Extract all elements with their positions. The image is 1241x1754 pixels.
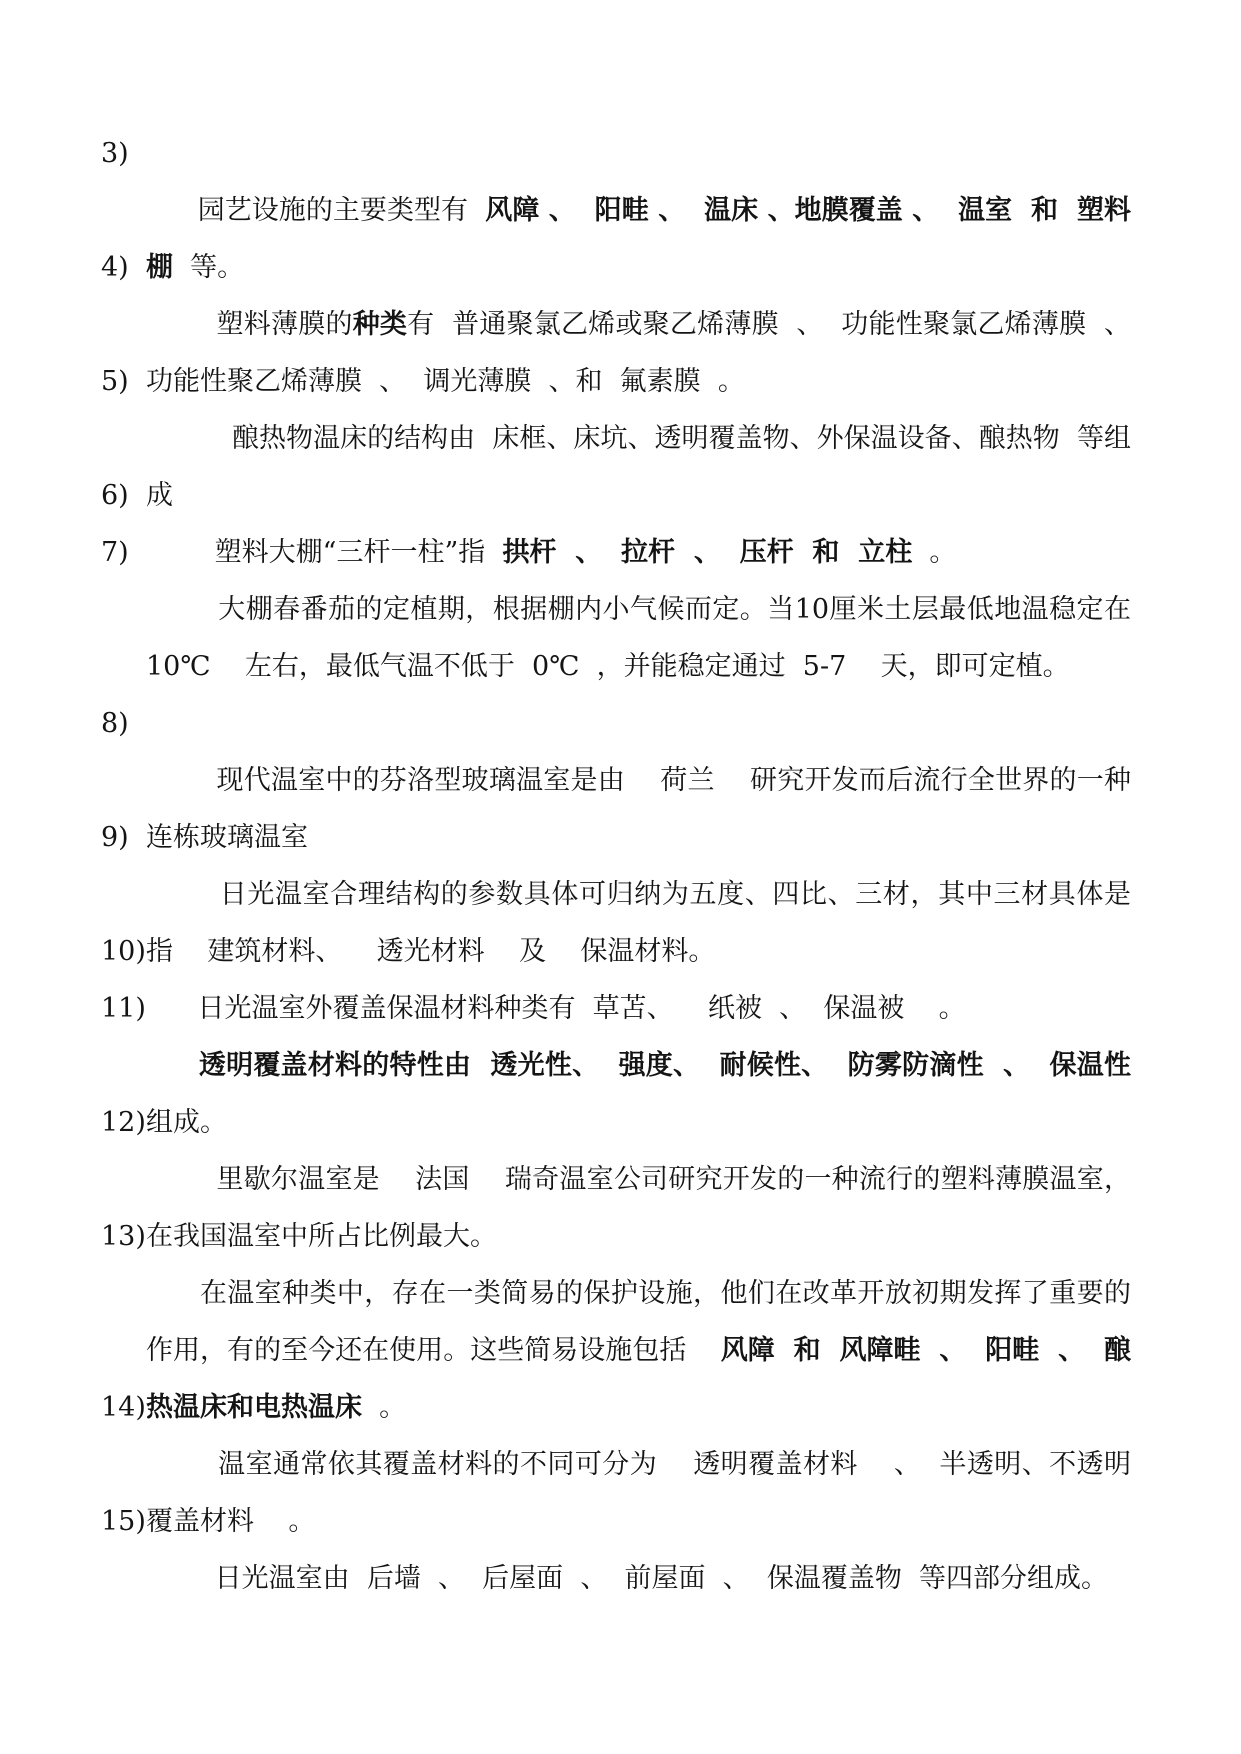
item-number: 4) [101,252,129,283]
item-text [146,1493,1131,1664]
item-number: 12) [101,1107,146,1138]
item-number: 14) [101,1392,146,1423]
item-number: 10) [101,936,146,967]
item-number: 5) [101,366,129,397]
text-segment: 里歇尔温室是 法国 瑞奇温室公司研究开发的一种流行的塑料薄膜温室，在我国温室中所占比例最大。 [146,1164,1131,1252]
bold-segment: 透明覆盖材料的特性由 透光性、 强度、 耐候性、 防雾防滴性 、 保温性 [198,1050,1131,1081]
text-segment: 在温室种类中，存在一类简易的保护设施，他们在改革开放初期发挥了重要的作用，有的至今还在使用。这些简易设施包括 [146,1278,1132,1366]
item-number: 9) [101,822,129,853]
text-segment: 日光温室外覆盖保温材料种类有 草苫、 纸被 、 保温被 。 [197,993,966,1024]
item-number: 7) [101,537,129,568]
bold-segment: 风障 、 阳畦 、 温床 、地膜覆盖 、 温室 和 塑料棚 [146,195,1131,283]
text-segment: 。 [362,1392,407,1423]
item-number: 11) [101,993,146,1024]
bold-segment: 拱杆 、 拉杆 、 压杆 和 立柱 [502,537,913,568]
text-segment: 等。 [173,252,245,283]
item-number: 15) [101,1506,146,1537]
text-segment: 温室通常依其覆盖材料的不同可分为 透明覆盖材料 、 半透明、不透明覆盖材料 。 [146,1449,1131,1537]
text-segment: 塑料大棚“三杆一柱”指 [197,537,503,568]
text-segment: 大棚春番茄的定植期，根据棚内小气候而定。当10厘米土层最低地温稳定在 10℃ 左右，最低气温不低于 0℃ ，并能稳定通过 5-7 天，即可定植。 [146,594,1166,682]
text-segment: 酿热物温床的结构由 床框、床坑、透明覆盖物、外保温设备、酿热物 等组成 [146,423,1131,511]
text-segment: 有 普通聚氯乙烯或聚乙烯薄膜 、 功能性聚氯乙烯薄膜 、 功能性聚乙烯薄膜 、 调光薄膜 、和 氟素膜 。 [146,309,1149,397]
text-segment: 日光温室由 后墙 、 后屋面 、 前屋面 、 保温覆盖物 等四部分组成。 [197,1563,1108,1594]
bold-segment: 种类 [352,309,408,340]
text-segment: 园艺设施的主要类型有 [197,195,486,226]
item-number: 8) [101,708,129,739]
text-segment: 现代温室中的芬洛型玻璃温室是由 荷兰 研究开发而后流行全世界的一种连栋玻璃温室 [146,765,1131,853]
text-segment: 塑料薄膜的 [198,309,353,340]
text-segment: 。 [912,537,957,568]
text-segment: 组成。 [146,1050,1149,1138]
item-number: 13) [101,1221,146,1252]
item-number: 6) [101,480,129,511]
item-number: 3) [101,138,129,169]
bold-segment: 风障 和 风障畦 、 阳畦 、 酿热温床和电热温床 [146,1335,1131,1423]
text-segment: 日光温室合理结构的参数具体可归纳为五度、四比、三材，其中三材具体是指 建筑材料、 透光材料 及 保温材料。 [146,879,1131,967]
